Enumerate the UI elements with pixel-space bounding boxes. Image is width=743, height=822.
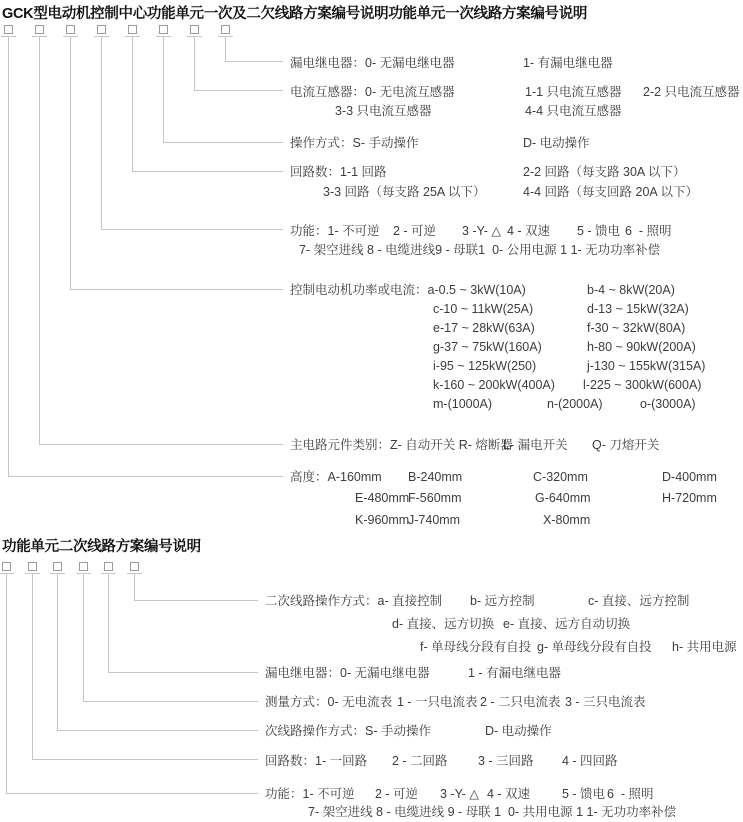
text-segment: l-225 ~ 300kW(600A) <box>583 378 702 392</box>
leader-vline <box>132 37 133 171</box>
text-segment: 1-1 只电流互感器 <box>525 85 622 99</box>
code-position-box <box>221 25 230 34</box>
text-segment: i-95 ~ 125kW(250) <box>433 359 537 373</box>
text-segment: 次线路操作方式：S- 手动操作 <box>265 724 431 738</box>
text-segment: 4 - 双速 <box>487 787 531 801</box>
text-segment: 2 - 可逆 <box>375 787 419 801</box>
text-segment: k-160 ~ 200kW(400A) <box>433 378 555 392</box>
text-segment: f- 单母线分段有自投 <box>420 640 532 654</box>
text-segment: g- 单母线分段有自投 <box>537 640 652 654</box>
text-segment: 6 - 照明 <box>625 224 672 238</box>
text-segment: D-400mm <box>662 470 717 484</box>
leader-vline <box>6 574 7 793</box>
text-segment: B-240mm <box>408 470 463 484</box>
text-segment: 3-3 只电流互感器 <box>335 104 432 118</box>
text-segment: 4-4 回路（每支回路 20A 以下） <box>523 185 699 199</box>
text-segment: 7- 架空进线 8 - 电缆进线 9 - 母联 1 0- 共用电源 1 1- 无功功率补偿 <box>308 805 677 819</box>
text-segment: g-37 ~ 75kW(160A) <box>433 340 542 354</box>
text-segment: 5 - 馈电 <box>562 787 606 801</box>
text-segment: 1 - 有漏电继电器 <box>468 666 562 680</box>
text-segment: 4 - 双速 <box>507 224 551 238</box>
leader-hline <box>101 229 283 230</box>
code-position-box <box>35 25 44 34</box>
leader-vline <box>163 37 164 142</box>
text-segment: 2-2 只电流互感器 <box>643 85 740 99</box>
leader-vline <box>32 574 33 759</box>
text-segment: e- 直接、远方自动切换 <box>503 617 631 631</box>
text-segment: f-30 ~ 32kW(80A) <box>587 321 686 335</box>
code-position-box <box>28 562 37 571</box>
leader-vline <box>134 574 135 600</box>
leader-vline <box>101 37 102 229</box>
leader-tick <box>0 573 14 574</box>
code-position-box <box>66 25 75 34</box>
leader-hline <box>134 600 258 601</box>
text-segment: 3 -Y- △ <box>440 787 480 801</box>
text-segment: 2 - 可逆 <box>393 224 437 238</box>
leader-hline <box>225 61 283 62</box>
leader-vline <box>108 574 109 672</box>
code-position-box <box>159 25 168 34</box>
text-segment: 7- 架空进线 8 - 电缆进线9 - 母联1 0- 公用电源 1 1- 无功功率补偿 <box>299 243 661 257</box>
text-segment: d-13 ~ 15kW(32A) <box>587 302 689 316</box>
text-segment: c- 直接、远方控制 <box>588 594 690 608</box>
text-segment: b- 远方控制 <box>470 594 535 608</box>
text-segment: J-740mm <box>408 513 461 527</box>
leader-hline <box>57 730 258 731</box>
code-position-box <box>4 25 13 34</box>
text-segment: n-(2000A) <box>547 397 603 411</box>
text-segment: L- 漏电开关 <box>503 438 568 452</box>
text-segment: H-720mm <box>662 491 717 505</box>
code-position-box <box>97 25 106 34</box>
text-segment: j-130 ~ 155kW(315A) <box>587 359 706 373</box>
leader-hline <box>163 142 283 143</box>
text-segment: d- 直接、远方切换 <box>392 617 495 631</box>
text-segment: F-560mm <box>408 491 462 505</box>
text-segment: Q- 刀熔开关 <box>592 438 660 452</box>
text-segment: 4 - 四回路 <box>562 754 618 768</box>
text-segment: c-10 ~ 11kW(25A) <box>433 302 534 316</box>
text-segment: G-640mm <box>535 491 591 505</box>
text-segment: 3 - 三回路 <box>478 754 534 768</box>
leader-hline <box>83 701 258 702</box>
leader-vline <box>83 574 84 701</box>
code-position-box <box>104 562 113 571</box>
text-segment: 测量方式：0- 无电流表 <box>265 695 393 709</box>
code-position-box <box>53 562 62 571</box>
leader-vline <box>8 37 9 476</box>
text-segment: 回路数：1- 一回路 <box>265 754 368 768</box>
text-segment: 2 - 二回路 <box>392 754 448 768</box>
text-segment: 控制电动机功率或电流：a-0.5 ~ 3kW(10A) <box>290 283 526 297</box>
leader-hline <box>132 171 283 172</box>
leader-hline <box>8 476 283 477</box>
section2-header: 功能单元二次线路方案编号说明 <box>2 539 201 555</box>
text-segment: 3 -Y- △ <box>462 224 502 238</box>
text-segment: h- 共用电源 <box>672 640 737 654</box>
text-segment: 2 - 二只电流表 <box>480 695 561 709</box>
text-segment: 3-3 回路（每支路 25A 以下） <box>323 185 486 199</box>
code-position-box <box>190 25 199 34</box>
page-title: GCK型电动机控制中心功能单元一次及二欠线路方案编号说明功能单元一次线路方案编号说明 <box>2 6 588 22</box>
text-segment: 高度：A-160mm <box>290 470 382 484</box>
text-segment: h-80 ~ 90kW(200A) <box>587 340 696 354</box>
text-segment: 电流互感器：0- 无电流互感器 <box>290 85 455 99</box>
leader-hline <box>70 289 283 290</box>
text-segment: 功能：1- 不可逆 <box>290 224 380 238</box>
leader-vline <box>39 37 40 444</box>
code-position-box <box>2 562 11 571</box>
text-segment: 1 - 一只电流表 <box>397 695 478 709</box>
leader-vline <box>194 37 195 90</box>
text-segment: E-480mm <box>355 491 410 505</box>
leader-vline <box>70 37 71 289</box>
text-segment: 1- 有漏电继电器 <box>523 56 613 70</box>
text-segment: 功能：1- 不可逆 <box>265 787 355 801</box>
text-segment: C-320mm <box>533 470 588 484</box>
text-segment: 5 - 馈电 <box>577 224 621 238</box>
leader-hline <box>39 444 283 445</box>
text-segment: X-80mm <box>543 513 591 527</box>
text-segment: D- 电动操作 <box>523 136 590 150</box>
text-segment: 3 - 三只电流表 <box>565 695 646 709</box>
leader-vline <box>57 574 58 730</box>
text-segment: 二次线路操作方式：a- 直接控制 <box>265 594 443 608</box>
text-segment: 漏电继电器：0- 无漏电继电器 <box>265 666 430 680</box>
text-segment: m-(1000A) <box>433 397 493 411</box>
text-segment: o-(3000A) <box>640 397 696 411</box>
text-segment: 操作方式：S- 手动操作 <box>290 136 419 150</box>
text-segment: b-4 ~ 8kW(20A) <box>587 283 675 297</box>
text-segment: 主电路元件类别：Z- 自动开关 R- 熔断器 <box>290 438 513 452</box>
leader-vline <box>225 37 226 61</box>
text-segment: e-17 ~ 28kW(63A) <box>433 321 535 335</box>
text-segment: D- 电动操作 <box>485 724 552 738</box>
text-segment: 漏电继电器：0- 无漏电继电器 <box>290 56 455 70</box>
text-segment: 2-2 回路（每支路 30A 以下） <box>523 165 686 179</box>
code-position-box <box>79 562 88 571</box>
text-segment: 回路数：1-1 回路 <box>290 165 387 179</box>
leader-hline <box>6 793 258 794</box>
code-position-box <box>128 25 137 34</box>
leader-hline <box>108 672 258 673</box>
leader-hline <box>194 90 283 91</box>
code-position-box <box>130 562 139 571</box>
text-segment: 4-4 只电流互感器 <box>525 104 622 118</box>
leader-hline <box>32 759 258 760</box>
text-segment: K-960mm <box>355 513 410 527</box>
text-segment: 6 - 照明 <box>607 787 654 801</box>
